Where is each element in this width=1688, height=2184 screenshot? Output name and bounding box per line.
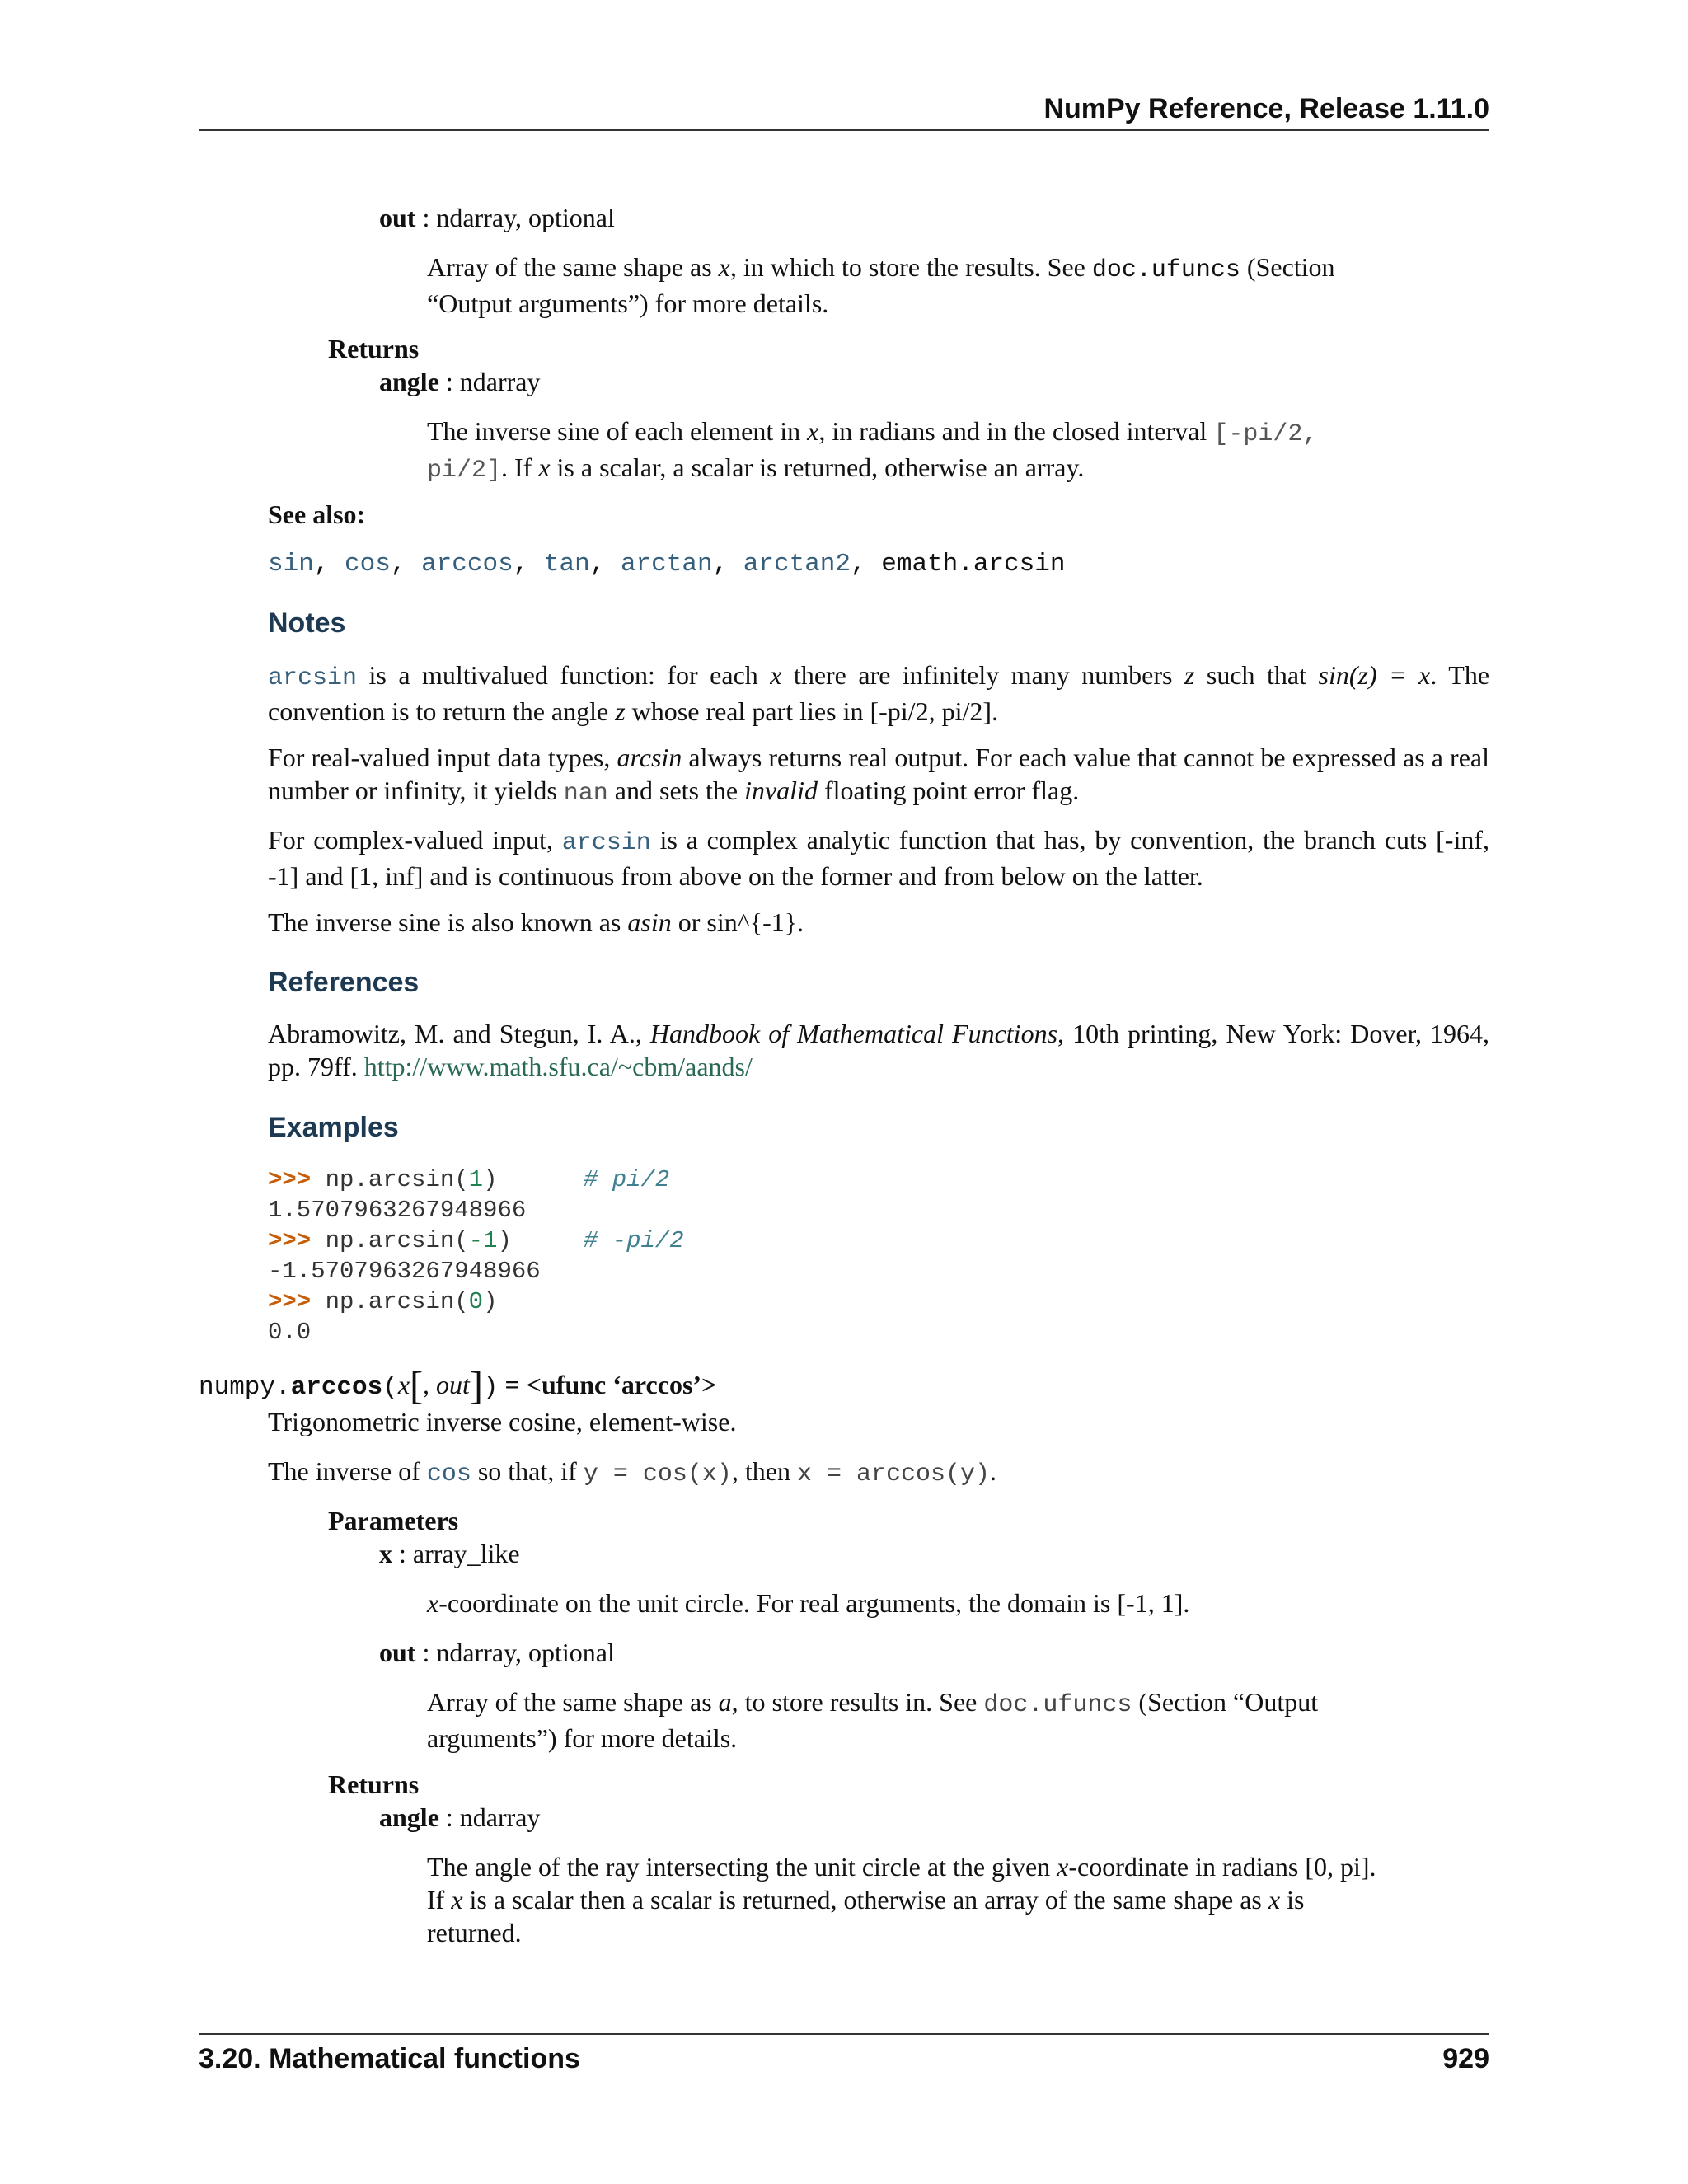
footer-section: 3.20. Mathematical functions — [199, 2043, 580, 2074]
return-type: ndarray — [459, 367, 541, 396]
code-output: 1.5707963267948966 — [268, 1197, 527, 1224]
code-line: >>> np.arcsin(-1) # -pi/2 — [268, 1227, 684, 1254]
code-output: 0.0 — [268, 1319, 312, 1346]
running-header: NumPy Reference, Release 1.11.0 — [1043, 93, 1489, 124]
see-also-emath-arcsin: emath.arcsin — [881, 550, 1066, 579]
out-param-name-line: out : ndarray, optional — [379, 203, 615, 232]
see-also-label: See also: — [268, 499, 366, 529]
math-sin-z-eq-x: sin(z) = x — [1318, 660, 1431, 690]
see-also-link-arccos[interactable]: arccos — [421, 550, 513, 579]
see-also-link-cos[interactable]: cos — [345, 550, 391, 579]
returns-label-2: Returns — [328, 1769, 420, 1799]
cos-link[interactable]: cos — [426, 1460, 471, 1488]
arccos-summary: Trigonometric inverse cosine, element-wise. — [268, 1407, 737, 1436]
angle-return-description: The inverse sine of each element in x, in radians and in the closed interval [-pi/2, pi/2]. If x is a scalar, a scalar is returned, otherwise an array. — [427, 416, 1318, 485]
reference-url-link[interactable]: http://www.math.sfu.ca/~cbm/aands/ — [363, 1052, 753, 1081]
notes-heading: Notes — [268, 607, 346, 639]
param-type: ndarray, optional — [436, 203, 615, 232]
angle-return-description-2: The angle of the ray intersecting the unit circle at the given x-coordinate in radians [0, pi]. If x is a scalar then a scalar is returned, otherwise an array of the same shape as x is returned. — [427, 1852, 1376, 1947]
see-also-link-arctan2[interactable]: arctan2 — [743, 550, 851, 579]
param-name: out — [379, 203, 416, 232]
angle-return-line-2: angle : ndarray — [379, 1802, 541, 1832]
return-name: angle — [379, 367, 439, 396]
out-param-line-2: out : ndarray, optional — [379, 1638, 615, 1667]
arcsin-link-2[interactable]: arcsin — [561, 829, 651, 857]
notes-paragraph-1: arcsin is a multivalued function: for each x there are infinitely many numbers z such that sin(z) = x. The convention is to return the angle z whose real part lies in [-pi/2, pi/2]. — [268, 660, 1490, 726]
x-param-line: x : array_like — [379, 1539, 520, 1568]
see-also-link-arctan[interactable]: arctan — [620, 550, 713, 579]
references-heading: References — [268, 967, 420, 998]
examples-heading: Examples — [268, 1112, 399, 1143]
parameters-label: Parameters — [328, 1506, 459, 1535]
page-number: 929 — [1442, 2043, 1489, 2074]
header-rule — [199, 129, 1489, 131]
returns-label: Returns — [328, 334, 420, 363]
see-also-link-sin[interactable]: sin — [268, 550, 314, 579]
notes-paragraph-4: The inverse sine is also known as asin or sin^{-1}. — [268, 907, 804, 937]
see-also-link-tan[interactable]: tan — [543, 550, 590, 579]
notes-paragraph-2: For real-valued input data types, arcsin always returns real output. For each value that cannot be expressed as a real number or infinity, it yields nan and sets the invalid floating point error flag. — [268, 743, 1490, 808]
angle-return-line: angle : ndarray — [379, 367, 541, 396]
examples-code-block — [268, 1165, 684, 1347]
function-name: arccos — [290, 1373, 383, 1402]
notes-paragraph-3: For complex-valued input, arcsin is a complex analytic function that has, by convention, the branch cuts [-inf, -1] and [1, inf] and is continuous from above on the former and from below on the latter. — [268, 825, 1490, 891]
arcsin-link[interactable]: arcsin — [268, 664, 358, 692]
code-line: >>> np.arcsin(0) — [268, 1288, 498, 1315]
out-param-description-2: Array of the same shape as a, to store results in. See doc.ufuncs (Section “Output arguments”) for more details. — [427, 1687, 1319, 1753]
out-param-description: Array of the same shape as x, in which to store the results. See doc.ufuncs (Section “Output arguments”) for more details. — [427, 252, 1335, 318]
footer-rule — [199, 2033, 1489, 2035]
code-output: -1.5707963267948966 — [268, 1258, 541, 1285]
arccos-inverse-line: The inverse of cos so that, if y = cos(x), then x = arccos(y). — [268, 1456, 996, 1488]
arccos-signature: numpy.arccos(x[, out]) = <ufunc ‘arccos’> — [199, 1364, 717, 1408]
code-line: >>> np.arcsin(1) # pi/2 — [268, 1166, 670, 1193]
reference-entry: Abramowitz, M. and Stegun, I. A., Handbook of Mathematical Functions, 10th printing, New York: Dover, 1964, pp. 79ff. http://www.math.sfu.ca/~cbm/aands/ — [268, 1019, 1490, 1081]
see-also-list: sin, cos, arccos, tan, arctan, arctan2, emath.arcsin — [268, 550, 1066, 579]
x-param-description: x-coordinate on the unit circle. For real arguments, the domain is [-1, 1]. — [427, 1588, 1190, 1618]
